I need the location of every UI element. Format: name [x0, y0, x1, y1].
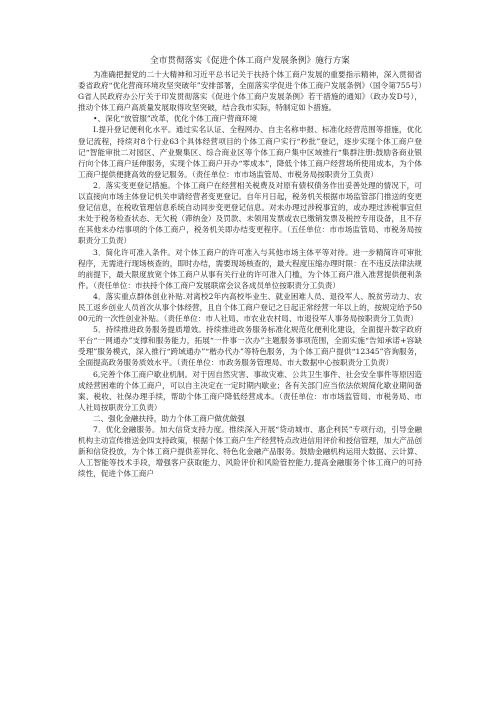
section-heading: 二、强化金融扶持，助力个体工商户做优做强: [93, 413, 245, 423]
body-paragraph: 4．落实重点群体创业补贴.对离校2年内高校毕业生、就业困难人员、退役军人、脱贫劳动力、农民工返乡创业人员首次从事个体经营，且自个体工商户登记之日起正常经营一年以上的，按规定给予5000元的一次性创业补贴。（责任单位：市人社局、市农业农村局、市退役军人事务局按职责分工负责）: [78, 291, 422, 324]
document-title: 全市贯彻落实《促进个体工商户发展条例》施行方案: [150, 56, 350, 66]
document-body: [78, 55, 422, 479]
body-paragraph: 3．简化许可准入条件。对个体工商户的许可准入与其他市场主体平等对待。进一步精简许可审批程序，无需进行现场核查的，即时办结，需要现场核查的，最大程度压缩办理时限：在不违反法律法规的前提下，最大限度放宽个体工商户从事有关行业的许可准入门槛，为个体工商户准入准营提供便利条件。（责任单位：市扶持个体工商户发展联席会议各成员单位按职责分工负责）: [78, 247, 422, 290]
body-paragraph: 为准确把握党的二十大精神和习近平总书记关于扶持个体工商户发展的重要指示精神，深入贯彻省委省政府“优化营商环境攻坚突破年”安排部署，全面落实学促进个体工商户发展条例》（国令第755号）G省人民政府办公厅关于印发贯彻落实《促进个体工商户发展条例》若干措施的通知》（政办发D号），推动个体工商户高质量发展取得攻坚突破，结合我市实际，特制定如卜措施。: [78, 70, 422, 113]
body-paragraph: 5．持续推进政务服务提质增效。持续推进政务服务标准化规范化便利化建设，全面提升数字政府平台“一网通办”支撑和服务能力，拓展“一件事一次办”主题服务事项范围，全面实施“告知承诺+容缺受理”服务模式，深入推行“跨域通办”“楷办代办”等特色服务，为个体工商户提供“12345”咨询服务，全面提高政务服务质效水平。（责任单位：市政务服务管理局、市大数据中心按职责分工负责）: [78, 325, 422, 368]
body-paragraph: I.提升登记便利化水平。通过实名认证、全程网办、自主名称申报、标准化经营范围等措施，优化登记流程，持续对8个行业63个具体经营项目的个体工商户实行“秒批”登记，逐步实现个体工商户登记“智能审批二对园区、产业聚集区、综合商业区等个体工商户集中区域推行“集群注册:鼓励各商业银行向个体工商户延伸服务，实现个体工商户开办“零成本”，降低个体工商户经营场所使用成本，为个体工商户提供便捷高效的登记服务。（责任单位：市市场监管局、市税务局按职责分工负责）: [78, 125, 422, 179]
paragraph-list: [78, 69, 422, 479]
body-paragraph: 7．优化金融服务。加大信贷支持力度。推续深入开展“贷动城市、惠企利民”专项行动，引导金融机构主动宣传推送金四支持政策，根据个体工商户生产经营特点改进信用评价和授信管理，加大产品创新和信贷投放，为个体工商户提供差异化、特色化金融产品服务。鼓励金融机构运用大数据、云计算、人工智能等技术手段，增强客户获取能力、风险评价和风险管控能力,提高金融服务个体工商户的可持续性，促进个体工商户: [78, 425, 422, 479]
section-heading: •、深化“放管服”改革，优化个体工商户营商环境: [93, 114, 258, 124]
body-paragraph: 6,完善个体工商户歇业机制。对于因自然灾害、事故灾难、公共卫生事件、社会安全事件等原因造成经营困难的个体工商户，可以自主决定在一定时期内歇业；各有关部门应当依法依规简化歇业期间备案、税收、社保办理手续，帮助个体工商户降低经营成本。（责任单位：市市场监管局、市税务局、市人社局按职责分工负责）: [78, 369, 422, 412]
body-paragraph: 2．落实变更登记措施。个体工商户在经营相关税费及对原有债权债务作出妥善处理的情况下，可以直接向市场主体登记机关申请经营者变更登记。自年月日起，税务机关根据市场监管部门推送的变更登记信息，在税收管理信息系统自动同步变更登记信息。对未办理过涉税事宜的，或办理过涉税事宜但未处于税务检查状态、无欠税（滞纳金）及罚款、未领用发票或农已缴销发票及税控专用设备，且不存在其他未办结事项的个体工商户，税务机关即办结变更程序。（五任单位：市市场监管局、市税务局按职责分工负责）: [78, 180, 422, 246]
